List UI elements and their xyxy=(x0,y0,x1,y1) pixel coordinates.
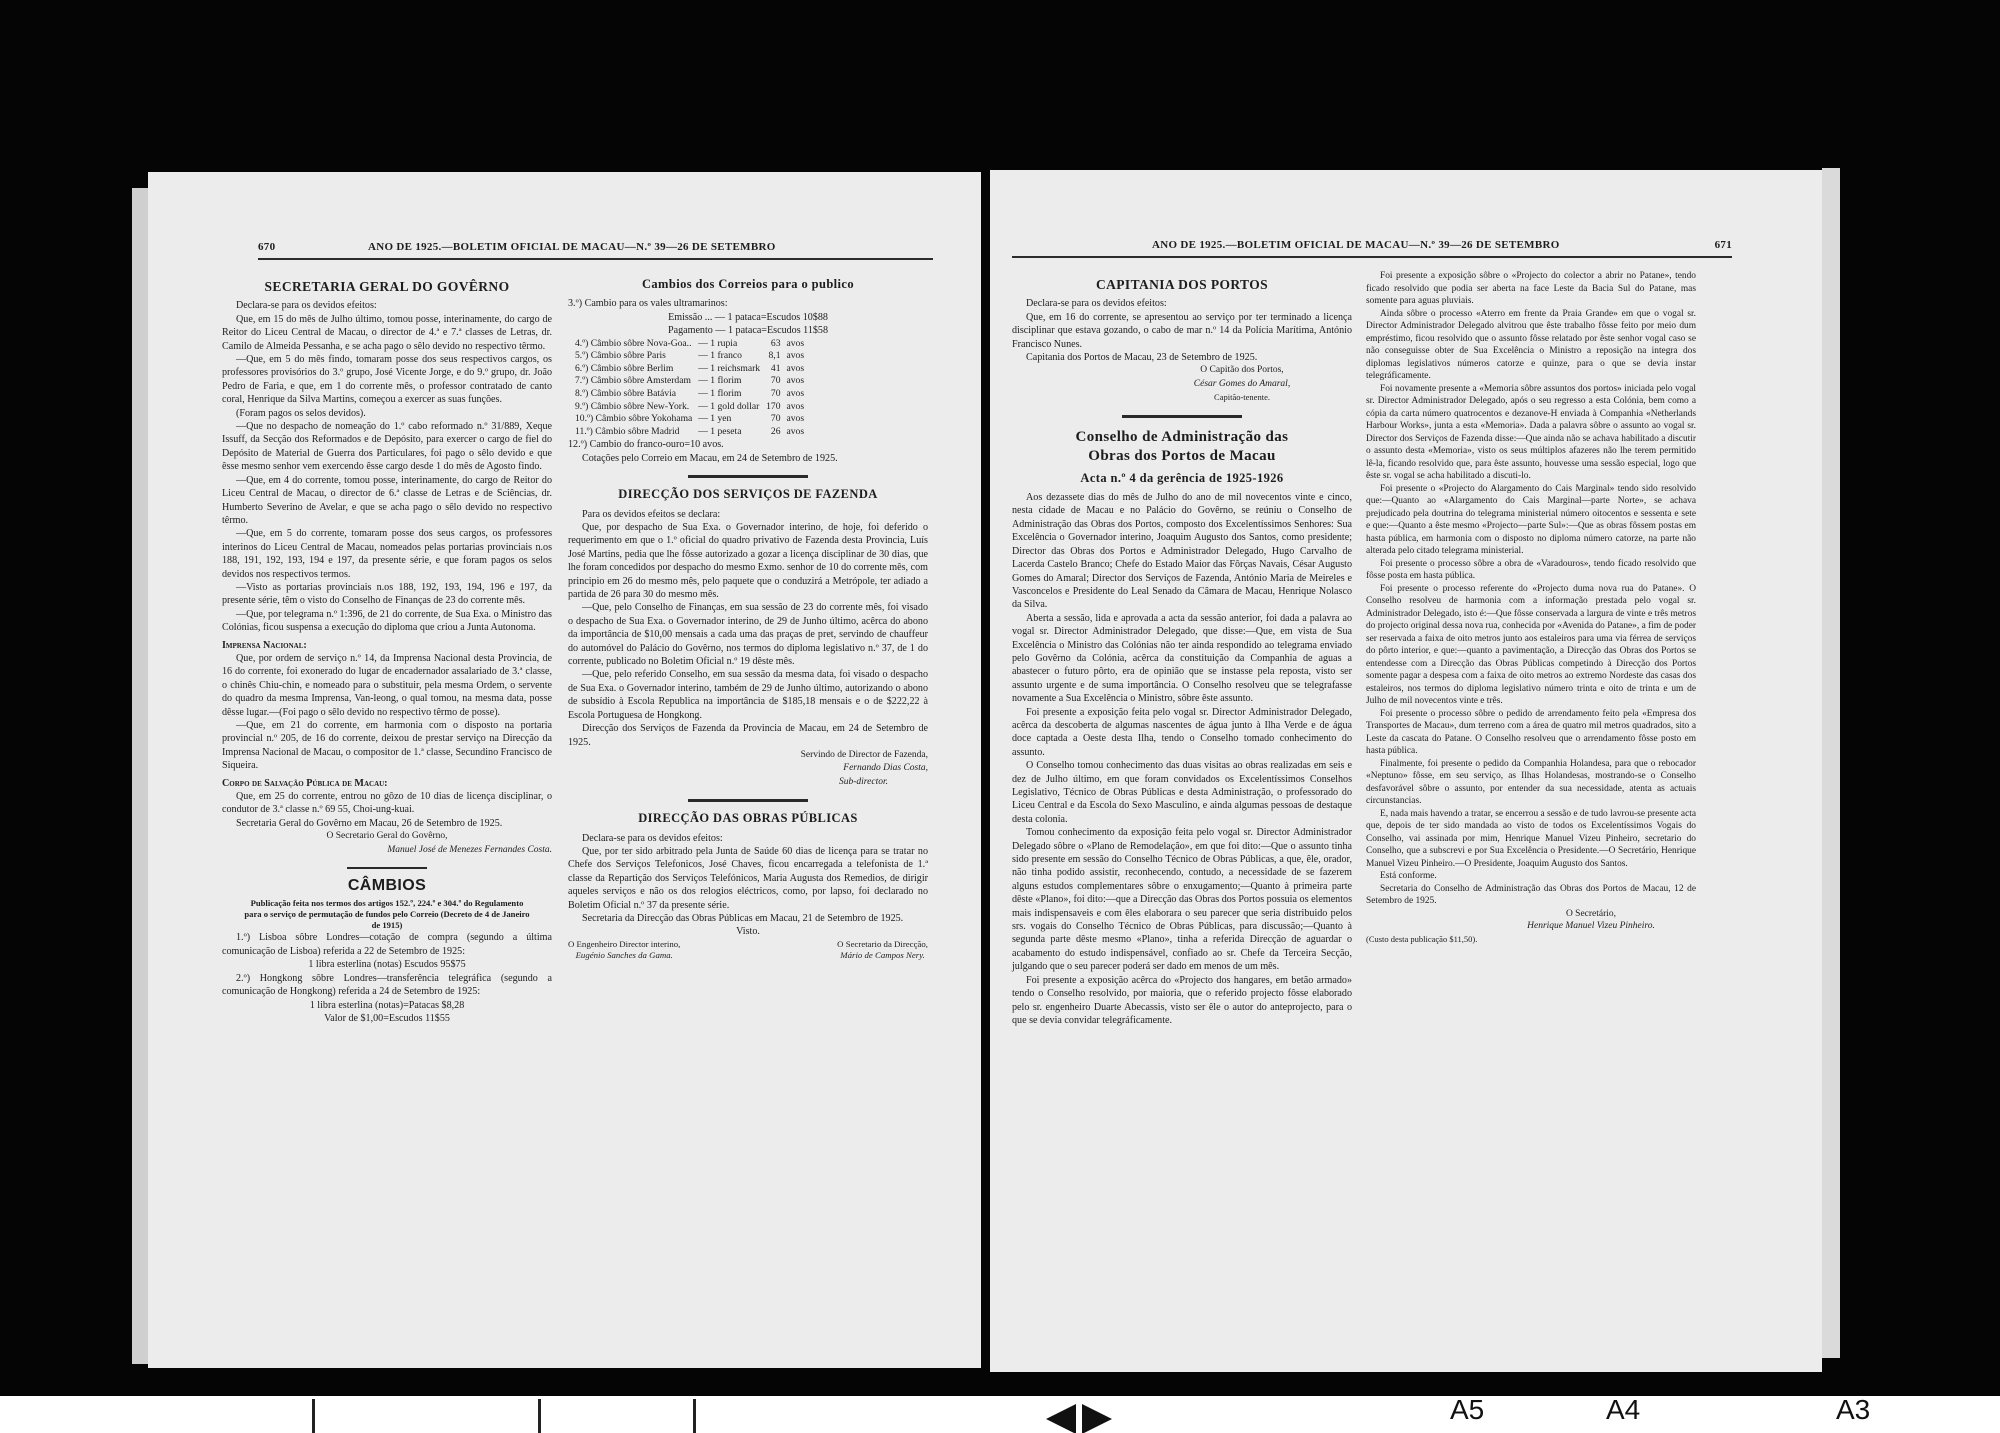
rate-value: 170 xyxy=(766,400,781,412)
emissao-line: Emissão ... — 1 pataca=Escudos 10$88 xyxy=(668,311,828,323)
paragraph: —Que no despacho de nomeação do 1.º cabo reformado n.º 31/889, Xeque Issuff, da Secção dos Reformados e de Depósito, para exercer o cargo de fiel do Depósito de Material de Guerra dos Particulares, foi pago o sêlo devido e que êsse mesmo senhor vem exercendo êsse cargo desde 1 do mês de Agosto findo. xyxy=(222,421,552,473)
rate-value: 70 xyxy=(770,413,781,425)
rate-value: 70 xyxy=(770,375,781,387)
signature-title: O Secretário, xyxy=(1565,908,1617,919)
visto-label: Visto. xyxy=(736,926,760,938)
film-strip xyxy=(0,1396,2000,1433)
paragraph: —Que, pelo referido Conselho, em sua sessão da mesma data, foi visado o despacho de Sua Exa. o Governador interino, também de 29 de Junho último, autorizando o abono de subsídio à Escola Republica na importância de $185,18 mensais e o de $222,22 à Escola Portuguesa de Hongkong. xyxy=(568,669,928,721)
signature-title: O Engenheiro Director interino, xyxy=(568,938,681,949)
film-mark: A5 xyxy=(1450,1394,1485,1425)
signature-block-right xyxy=(837,939,928,961)
section-divider xyxy=(1122,415,1242,418)
rate-label: 8.º) Câmbio sôbre Batávia xyxy=(575,388,677,399)
page-number: 671 xyxy=(1714,239,1732,251)
left-page xyxy=(148,172,981,1368)
signature-name: Eugénio Sanches da Gama. xyxy=(575,949,673,960)
paragraph: Foi presente a exposição feita pelo vogal sr. Director Administrador Delegado, acêrca da descoberta de algumas nascentes de água junto à Ilha Verde e de água doce captada a Oeste desta Ilha, tendo o Conselho tomado conhecimento do assunto. xyxy=(1012,706,1352,758)
rate-currency: avos xyxy=(786,337,805,349)
cambios-value: Valor de $1,00=Escudos 11$55 xyxy=(324,1012,450,1024)
obras-signatures xyxy=(568,939,928,961)
paragraph: Aos dezassete dias do mês de Julho do ano de mil novecentos vinte e cinco, nesta cidade de Macau e no Palácio do Govêrno, se reúniu o Conselho de Administração das Obras dos Portos, composto dos Excelentíssimos Senhores: Sua Excelência o Governador interino, Joaquim Augusto dos Santos, como presidente; Director das Obras dos Portos e Administrador Delegado, Hugo Carvalho de Lacerda Castelo Branco; Chefe do Estado Maior das Fôrças Navais, César Augusto Gomes do Amaral; Director dos Serviços de Fazenda, António Maria de Meireles e Vasconcelos e Presidente do Leal Senado da Câmara de Macau, Henrique Nolasco da Silva. xyxy=(1012,492,1352,611)
table-row xyxy=(572,413,807,426)
paragraph: Foi presente a exposição sôbre o «Projecto do colector a abrir no Patane», tendo ficado resolvido que podia ser aberta na face Leste da Bacia Sul do Patane, mas somente para aguas pluviais. xyxy=(1366,271,1696,306)
page-header-title: ANO DE 1925.—BOLETIM OFICIAL DE MACAU—N.º 39—26 DE SETEMBRO xyxy=(1152,239,1560,251)
rate-unit: — 1 reichsmark xyxy=(698,362,761,374)
cambios-item: 2.º) Hongkong sôbre Londres—transferência telegráfica (segundo a comunicação de Hongkong) referida a 24 de Setembro de 1925: xyxy=(222,972,552,998)
paragraph: —Que, em 5 do corrente, tomaram posse dos seus cargos, os professores interinos do Liceu Central de Macau, nomeados pelas portarias provinciais n.os 188, 191, 192, 193, 194 e 197, da presente série, e que foram pagos os selos devidos nos respectivos termos. xyxy=(222,528,552,580)
rate-unit: — 1 franco xyxy=(698,350,742,362)
paragraph: Que, por ter sido arbitrado pela Junta de Saúde 60 dias de licença para se tratar no Chefe dos Serviços Telefonicos, José Chaves, ficou encarregada a telefonista de 1.ª classe da Repartição dos Serviços Telefónicos, Maria Augusta dos Remedios, de dirigir aqueles serviços e não os dos relogios eléctricos, como, por lapso, foi declarado no Boletim Oficial n.º 37 da presente série. xyxy=(568,845,928,911)
cambios-heading: CÂMBIOS xyxy=(347,877,427,895)
rate-unit: — 1 rupia xyxy=(698,337,738,349)
rate-currency: avos xyxy=(786,362,805,374)
paragraph: —Que, em 4 do corrente, tomou posse, interinamente, do cargo de Reitor do Liceu Central de Macau, o director de 6.ª classe de Letras e de Sciências, dr. Humberto Severino de Avelar, e que se acha pago o sêlo devido no respectivo têrmo. xyxy=(222,474,552,526)
table-row xyxy=(572,363,807,376)
section-heading: CAPITANIA DOS PORTOS xyxy=(1095,277,1269,292)
subsection-title: Imprensa Nacional: xyxy=(222,639,307,651)
cambios-correios-heading: Cambios dos Correios para o publico xyxy=(641,277,855,291)
rate-currency: avos xyxy=(786,400,805,412)
right-page xyxy=(990,170,1822,1372)
table-row xyxy=(572,388,807,401)
cambios-subtitle: Publicação feita nos termos dos artigos 152.º, 224.º e 304.º do Regulamento para o serviço de permutação de fundos pelo Correio (Decreto de 4 de Janeiro de 1915) xyxy=(244,898,530,931)
signature-name: Manuel José de Menezes Fernandes Costa. xyxy=(387,844,552,855)
paragraph: Foi presente a exposição acêrca do «Projecto dos hangares, em betão armado» tendo o Conselho resolvido, por maioria, que o referido projecto fôsse elaborado pelo sr. engenheiro Duarte Abecassis, visto ser êle o autor do anteprojecto, para o que se devia convidar telegráficamente. xyxy=(1012,974,1352,1026)
vales-intro: 3.º) Cambio para os vales ultramarinos: xyxy=(568,298,728,310)
cotacoes-line: Cotações pelo Correio em Macau, em 24 de Setembro de 1925. xyxy=(582,452,838,464)
subsection-title: Corpo de Salvação Pública de Macau: xyxy=(222,777,388,789)
paragraph: —Que, por telegrama n.º 1:396, de 21 do corrente, de Sua Exa. o Ministro das Colónias, ficou suspensa a execução do diploma que criou a Junta Autonoma. xyxy=(222,608,552,634)
obras-heading: DIRECÇÃO DAS OBRAS PÚBLICAS xyxy=(638,811,858,826)
rate-currency: avos xyxy=(786,375,805,387)
rate-unit: — 1 yen xyxy=(698,413,732,425)
paragraph: Aberta a sessão, lida e aprovada a acta da sessão anterior, foi dada a palavra ao vogal sr. Director Administrador Delegado, que disse:—Que, em vista de Sua Excelência o Ministro das Colónias não ter ainda respondido ao telegrama enviado pelo Govêrno da Colónia, acêrca da constituição da Companhia de aguas a abastecer o futuro pôrto, era de opinião que se instasse pela reposta, visto ser assunto urgente e de suma importância. O Conselho resolveu que se telegrafasse novamente a Sua Excelência o Ministro, sôbre êste assunto. xyxy=(1012,612,1352,705)
paragraph: Capitania dos Portos de Macau, 23 de Setembro de 1925. xyxy=(1026,352,1258,364)
signature-role: Capitão-tenente. xyxy=(1214,392,1270,403)
rate-label: 10.º) Câmbio sôbre Yokohama xyxy=(575,413,693,425)
rate-currency: avos xyxy=(786,425,805,437)
signature-name: César Gomes do Amaral, xyxy=(1193,378,1291,389)
arrow-right-icon xyxy=(1082,1404,1112,1433)
conselho-heading: Conselho de Administração das Obras dos Portos de Macau xyxy=(1075,428,1289,464)
right-page-header xyxy=(1012,236,1732,258)
rate-label: 4.º) Câmbio sôbre Nova-Goa.. xyxy=(575,337,692,349)
arrow-left-icon xyxy=(1046,1404,1076,1433)
paragraph: Está conforme. xyxy=(1380,871,1437,881)
section-divider xyxy=(688,799,808,802)
table-row xyxy=(572,426,807,439)
left-page-column-2 xyxy=(568,274,928,961)
paragraph: Finalmente, foi presente o pedido da Companhia Holandesa, para que o rebocador «Neptuno» fôsse, em seu serviço, as Ilhas Holandesas, mostrando-se o Conselho desfavorável sôbre o assunto, por entender da sua necessidade, atenta as actuais circunstancias. xyxy=(1366,758,1696,806)
film-mark: A4 xyxy=(1606,1394,1641,1425)
signature-name: Fernando Dias Costa, xyxy=(843,763,928,774)
left-page-edge xyxy=(132,188,148,1364)
right-page-column-1 xyxy=(1012,274,1352,1027)
cambios-value: 1 libra esterlina (notas)=Patacas $8,28 xyxy=(309,999,465,1011)
rate-label: 7.º) Câmbio sôbre Amsterdam xyxy=(575,375,691,387)
signature-name: Mário de Campos Nery. xyxy=(840,949,925,960)
paragraph: Que, em 15 do mês de Julho último, tomou posse, interinamente, do cargo de Reitor do Liceu Central de Macau, o director de 4.ª e 7.ª classes de Letras, dr. Camilo de Almeida Pessanha, e se acha pago o sêlo devido no respectivo têrmo. xyxy=(222,313,552,352)
rate-currency: avos xyxy=(786,388,805,399)
rate-value: 41 xyxy=(770,362,781,374)
rate-label: 11.º) Câmbio sôbre Madrid xyxy=(575,425,680,437)
left-page-header xyxy=(258,238,933,260)
closing-line: Secretaria Geral do Govêrno em Macau, 26 de Setembro de 1925. xyxy=(236,817,503,829)
section-heading: SECRETARIA GERAL DO GOVÊRNO xyxy=(264,279,510,294)
page-number: 670 xyxy=(258,241,276,253)
paragraph: —Que, pelo Conselho de Finanças, em sua sessão de 23 do corrente mês, foi visado o despacho de Sua Exa. o Governador interino, de 29 de Junho último, acêrca do abono da importância de $10,00 mensais a cada uma das praças de pret, servindo de chauffeur do automóvel do Palácio do Govêrno, nos termos do diploma legislativo n.º 37, de 1 do corrente, publicado no Boletim Oficial n.º 19 dêste mês. xyxy=(568,602,928,668)
table-row xyxy=(572,401,807,414)
paragraph: (Foram pagos os selos devidos). xyxy=(236,407,366,419)
rate-value: 63 xyxy=(770,337,781,349)
signature-name: Henrique Manuel Vizeu Pinheiro. xyxy=(1527,921,1655,931)
fazenda-heading: DIRECÇÃO DOS SERVIÇOS DE FAZENDA xyxy=(618,487,878,502)
rate-label: 6.º) Câmbio sôbre Berlim xyxy=(575,362,674,374)
paragraph: Direcção dos Serviços de Fazenda da Provincia de Macau, em 24 de Setembro de 1925. xyxy=(568,723,928,748)
rate-unit: — 1 florim xyxy=(698,388,742,399)
paragraph: Foi presente o processo referente do «Projecto duma nova rua do Patane». O Conselho resolveu de harmonia com a informação prestada pelo vogal sr. Administrador Delegado, isto é:—Que fôsse conservada a largura de vinte e três metros do projecto original dessa nova rua, conhecida por «Avenida do Patane», a fim de poder ser reservada a faixa de oito metros junto aos estaleiros para uma via férrea de serviços do pôrto interior, e que:—quanto a pavimentação, a Direcção das Obras dos Portos se entendesse com a Direcção das Obras Públicas competindo à Direcção dos Portos somente pagar a despesa com a faixa de oito metros ao extremo Nordeste das casas dos estaleiros, nos termos do diploma legislativo número trinta e oito de trinta e um de Julho de mil novecentos vinte e três. xyxy=(1366,583,1696,706)
paragraph: Que, por despacho de Sua Exa. o Governador interino, de hoje, foi deferido o requerimento em que o 1.º oficial do quadro privativo de Fazenda desta Provincia, Luís José Martins, pedia que lhe fôsse autorizado a gozar a licença disciplinar de 30 dias, que lhe foram concedidos por despacho do mesmo Exmo. senhor de 10 do corrente mês, com principio em 26 do mesmo mês, pelo paquete que o conduzirá a Metrópole, ter adiado a partida de 26 para 30 do mesmo mês. xyxy=(568,522,928,601)
signature-title: Servindo de Director de Fazenda, xyxy=(800,749,928,760)
rate-value: 26 xyxy=(770,425,781,437)
rate-label: 9.º) Câmbio sôbre New-York. xyxy=(575,400,690,412)
paragraph: Que, em 25 do corrente, entrou no gôzo de 10 dias de licença disciplinar, o condutor de 3.ª classe n.º 69 55, Choi-ung-kuai. xyxy=(222,791,552,816)
exchange-rate-table xyxy=(572,338,807,439)
film-tick xyxy=(693,1399,696,1433)
paragraph: Foi presente o processo sôbre o pedido de arrendamento feito pela «Empresa dos Transportes de Macau», dum terreno com a área de quatro mil metros quadrados, sito a Leste da cascata do Patane. O Conselho resolveu que o arrendamento fôsse posto em hasta pública. xyxy=(1366,708,1696,756)
paragraph: Secretaria da Direcção das Obras Públicas em Macau, 21 de Setembro de 1925. xyxy=(582,912,904,924)
paragraph: Declara-se para os devidos efeitos: xyxy=(582,832,723,844)
acta-heading: Acta n.º 4 da gerência de 1925-1926 xyxy=(1080,470,1284,485)
pagamento-line: Pagamento — 1 pataca=Escudos 11$58 xyxy=(667,325,829,337)
paragraph: E, nada mais havendo a tratar, se encerrou a sessão e de tudo lavrou-se presente acta que, depois de ter sido mandada ao visto de todos os Excelentíssimos Vogais do Conselho, vai assinada por mim, Henrique Manuel Vizeu Pinheiro, secretario do Conselho, que a subscrevi e por Sua Excelência o Presidente.—O Secretário, Henrique Manuel Vizeu Pinheiro.—O Presidente, Joaquim Augusto dos Santos. xyxy=(1366,808,1696,869)
paragraph: —Visto as portarias provinciais n.os 188, 192, 193, 194, 196 e 197, da presente série, têm o visto do Conselho de Finanças de 23 do corrente mês. xyxy=(222,581,552,607)
table-row xyxy=(572,375,807,388)
paragraph: Declara-se para os devidos efeitos: xyxy=(1026,298,1167,310)
section-divider xyxy=(688,475,808,478)
signature-title: O Secretario da Direcção, xyxy=(837,938,928,949)
signature-title: O Capitão dos Portos, xyxy=(1200,365,1284,376)
paragraph: Ainda sôbre o processo «Aterro em frente da Praia Grande» em que o vogal sr. Director Administrador Delegado alvitrou que êste trabalho fôsse feito por meio dum empréstimo, ficou resolvido que o assunto fôsse relatado por êste senhor vogal caso se não conseguisse obter de Sua Excelência o Ministro a reposição na integra dos diplomas legislativos números catorze e quinze, para o que se devia instar telegráficamente. xyxy=(1366,308,1696,381)
paragraph: Secretaria do Conselho de Administração das Obras dos Portos de Macau, 12 de Setembro de 1925. xyxy=(1366,883,1696,906)
left-page-column-1 xyxy=(222,276,552,1025)
paragraph: Para os devidos efeitos se declara: xyxy=(582,508,721,520)
rate-value: 8,1 xyxy=(768,350,781,362)
rate-unit: — 1 gold dollar xyxy=(698,400,760,412)
signature-title: O Secretario Geral do Govêrno, xyxy=(326,831,448,842)
table-row xyxy=(572,338,807,351)
franco-line: 12.º) Cambio do franco-ouro=10 avos. xyxy=(568,439,724,451)
section-divider xyxy=(347,867,427,869)
paragraph: Foi presente o «Projecto do Alargamento do Cais Marginal» tendo sido resolvido que:—Quanto ao «Alargamento do Cais Marginal—parte Norte», se achava prejudicado pela doutrina do telegrama ministerial número oitocentos e sessenta e sete e que:—Quanto a êste mesmo «Projecto—parte Sul»:—Que as obras fôssem postas em hasta pública, em harmonia com o disposto no diploma número catorze, na parte não alterada pelo citado telegrama ministerial. xyxy=(1366,483,1696,556)
signature-role: Sub-director. xyxy=(839,776,888,787)
rate-currency: avos xyxy=(786,350,805,362)
rate-label: 5.º) Câmbio sôbre Paris xyxy=(575,350,666,362)
paragraph: Foi presente o processo sôbre a obra de «Varadouros», tendo ficado resolvido que fôsse posta em hasta pública. xyxy=(1366,558,1696,581)
cambios-item: 1.º) Lisboa sôbre Londres—cotação de compra (segundo a última comunicação de Lisboa) referida a 22 de Setembro de 1925: xyxy=(222,932,552,957)
cost-note: (Custo desta publicação $11,50). xyxy=(1366,933,1478,944)
paragraph: Declara-se para os devidos efeitos: xyxy=(236,300,377,312)
table-row xyxy=(572,350,807,363)
page-header-title: ANO DE 1925.—BOLETIM OFICIAL DE MACAU—N.º 39—26 DE SETEMBRO xyxy=(368,241,776,253)
paragraph: —Que, em 21 do corrente, em harmonia com o disposto na portaria provincial n.º 205, de 16 do corrente, deixou de prestar serviço na Direcção da Imprensa Nacional de Macau, o compositor de 1.ª classe, Secundino Francisco de Siqueira. xyxy=(222,720,552,772)
rate-unit: — 1 peseta xyxy=(698,425,742,437)
paragraph: —Que, em 5 do mês findo, tomaram posse dos seus respectivos cargos, os professores provisórios do 3.º grupo, José Vicente Jorge, e do 9.º grupo, dr. João Pedro de Faria, e que, em 1 do corrente mês, o professor contratado de canto coral, Henrique da Silva Martins, começou a exercer as suas funções. xyxy=(222,354,552,406)
paragraph: Tomou conhecimento da exposição feita pelo vogal sr. Director Administrador Delegado sôbre o «Plano de Remodelação», em que foi dito:—Que o assunto tinha sido presente em sessão do Conselho Técnico de Obras Públicas, a que, êle, orador, não tinha podido assistir, reconhecendo, contudo, a necessidade de se fazerem alguns estudos complementares sôbre o enxugamento;—Quanto à primeira parte dêste «Plano», foi dito:—que a Direcção das Obras dos Portos possuia os elementos mais indispensaveis e com êles elaborara o seu parecer que seria distribuido pelos srs. vogais do Conselho Técnico de Obras Públicas, para discussão;—Quanto à segunda parte dêste mesmo «Plano», tinha a referida Direcção de aguardar o acabamento do estudo indispensável, confiado ao sr. Chefe da Terceira Secção, julgando que o seu parecer poderá ser dado em menos de um mês. xyxy=(1012,827,1352,973)
film-tick xyxy=(538,1399,541,1433)
paragraph: O Conselho tomou conhecimento das duas visitas ao obras realizadas em seis e dez de Julho último, em que foram convidados os Excelentíssimos Conselhos Legislativo, Técnico de Obras Públicas e desta Administração, o professorado do Liceu Central e da Escola do Sexo Masculino, e ainda algumas pessoas de destaque desta colonia. xyxy=(1012,760,1352,825)
paragraph: Que, em 16 do corrente, se apresentou ao serviço por ter terminado a licença disciplinar que estava gozando, o cabo de mar n.º 14 da Polícia Marítima, António Francisco Nunes. xyxy=(1012,311,1352,350)
rate-currency: avos xyxy=(786,413,805,425)
paragraph: Foi novamente presente a «Memoria sôbre assuntos dos portos» iniciada pelo vogal sr. Director Administrador Delegado, após o seu regresso a esta Colónia, bem como a cópia da carta número quatrocentos e dezanove-H enviada à Companhia «Netherlands Harbour Works», junta a esta «Memoria». Dada a palavra sôbre o assunto ao vogal sr. Director dos Serviços de Fazenda disse:—Que ainda não se achava habilitado a discutir o assunto desta «Memoria», visto os seus múltiplos afazeres não lhe terem permitido lê-la, ficando resolvido que, para êste assunto, houvesse uma sessão especial, logo que êste sr. vogal se acha habilitado a discuti-lo. xyxy=(1366,383,1696,481)
signature-block-left xyxy=(568,939,680,961)
film-tick xyxy=(312,1399,315,1433)
cambios-value: 1 libra esterlina (notas) Escudos 95$75 xyxy=(308,959,466,971)
rate-value: 70 xyxy=(770,388,781,399)
film-mark: A3 xyxy=(1836,1394,1871,1425)
paragraph: Que, por ordem de serviço n.º 14, da Imprensa Nacional desta Provincia, de 16 do corrente, foi exonerado do lugar de encadernador assalariado de 3.ª classe, o chinês Chiu-chin, e nomeado para o substituir, pela mesma Ordem, o servente do quadro da mesma Imprensa, Van-leong, o qual tomou, na mesma data, posse dêsse lugar.—(Foi pago o sêlo devido no respectivo têrmo de posse). xyxy=(222,652,552,718)
rate-unit: — 1 florim xyxy=(698,375,742,387)
right-page-edge xyxy=(1822,168,1840,1358)
right-page-column-2 xyxy=(1366,270,1696,945)
